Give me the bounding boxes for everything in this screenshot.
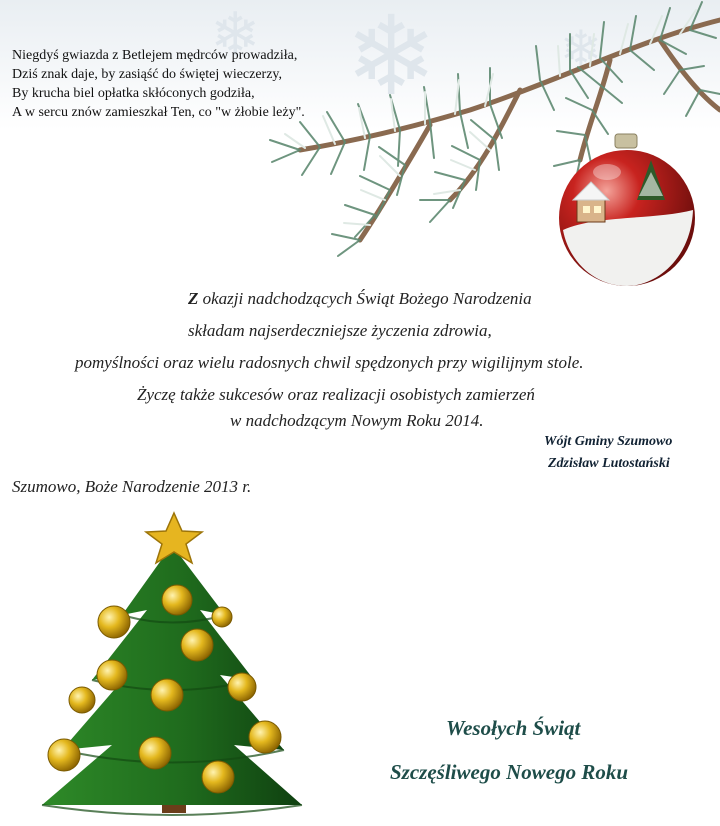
wishes-line: składam najserdeczniejsze życzenia zdrowia, <box>188 321 492 340</box>
wishes-line: w nadchodzącym Nowym Roku 2014. <box>230 411 484 430</box>
place-date: Szumowo, Boże Narodzenie 2013 r. <box>12 477 252 496</box>
snowflake-icon: ❄ <box>210 0 261 70</box>
signature-name: Zdzisław Lutostański <box>548 456 670 471</box>
wishes-line: pomyślności oraz wielu radosnych chwil spędzonych przy wigilijnym stole. <box>75 353 584 372</box>
snowflake-icon: ❄ <box>345 0 438 120</box>
wishes-line: Życzę także sukcesów oraz realizacji osobistych zamierzeń <box>137 385 535 404</box>
greeting-merry-christmas: Wesołych Świąt <box>446 716 581 740</box>
wishes-first-letter: Z <box>188 289 199 308</box>
greeting-happy-new-year: Szczęśliwego Nowego Roku <box>390 760 629 784</box>
poem-line: A w sercu znów zamieszkał Ten, co "w żłobie leży". <box>12 105 305 120</box>
poem-line: By krucha biel opłatka skłóconych godziła, <box>12 86 255 101</box>
poem <box>12 46 305 122</box>
signature-title: Wójt Gminy Szumowo <box>544 434 673 449</box>
christmas-tree-illustration <box>22 505 322 825</box>
poem-line: Dziś znak daje, by zasiąść do świętej wieczerzy, <box>12 67 283 82</box>
snowflake-icon: ❄ <box>560 20 602 78</box>
wishes-line <box>188 283 532 315</box>
christmas-ornament-illustration <box>555 130 705 290</box>
wishes-line-text: okazji nadchodzących Świąt Bożego Narodzenia <box>198 289 532 308</box>
poem-line: Niegdyś gwiazda z Betlejem mędrców prowadziła, <box>12 48 298 63</box>
